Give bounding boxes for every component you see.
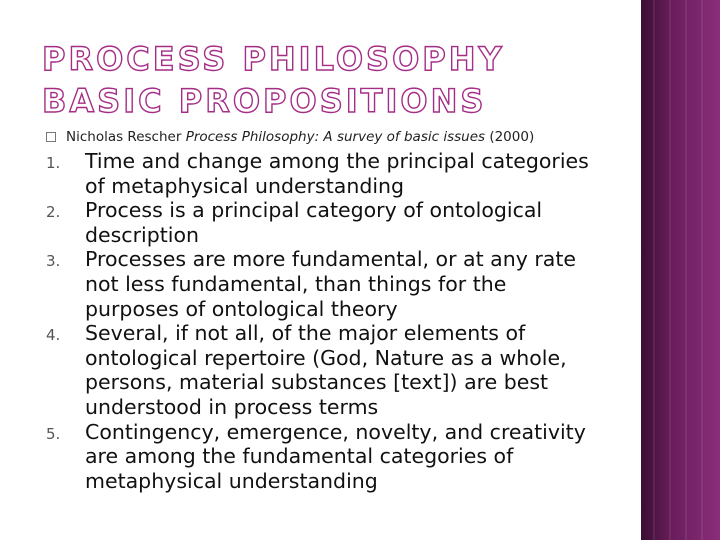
- list-item-text: Contingency, emergence, novelty, and creativity are among the fundamental categories of metaphysical understanding: [85, 419, 586, 493]
- list-number: 3.: [46, 252, 61, 271]
- list-item-text: Processes are more fundamental, or at any rate not less fundamental, than things for the purposes of ontological theory: [85, 247, 576, 321]
- citation-work: Process Philosophy: A survey of basic issues: [185, 129, 486, 145]
- list-number: 2.: [46, 203, 61, 222]
- list-item-text: Time and change among the principal categories of metaphysical understanding: [85, 149, 589, 198]
- list-number: 1.: [46, 154, 61, 172]
- slide-title: PROCESS PHILOSOPHY BASIC PROPOSITIONS: [42, 40, 505, 120]
- citation-author: Nicholas Rescher: [66, 129, 182, 145]
- list-item-text: Process is a principal category of ontological description: [85, 198, 543, 247]
- list-item: [46, 198, 606, 247]
- list-number: 4.: [46, 326, 61, 345]
- propositions-list: [46, 149, 606, 493]
- square-bullet-icon: [46, 132, 56, 142]
- source-citation: [46, 128, 606, 146]
- citation-year: (2000): [489, 129, 535, 145]
- list-item: [46, 247, 606, 321]
- decorative-sidebar: [641, 0, 720, 540]
- list-item: [46, 321, 606, 419]
- list-item-text: Several, if not all, of the major elements of ontological repertoire (God, Nature as a whole, persons, material substances [text]) are best understood in process terms: [85, 321, 567, 419]
- list-item: [46, 420, 606, 494]
- list-item: [46, 149, 606, 198]
- list-number: 5.: [46, 424, 61, 443]
